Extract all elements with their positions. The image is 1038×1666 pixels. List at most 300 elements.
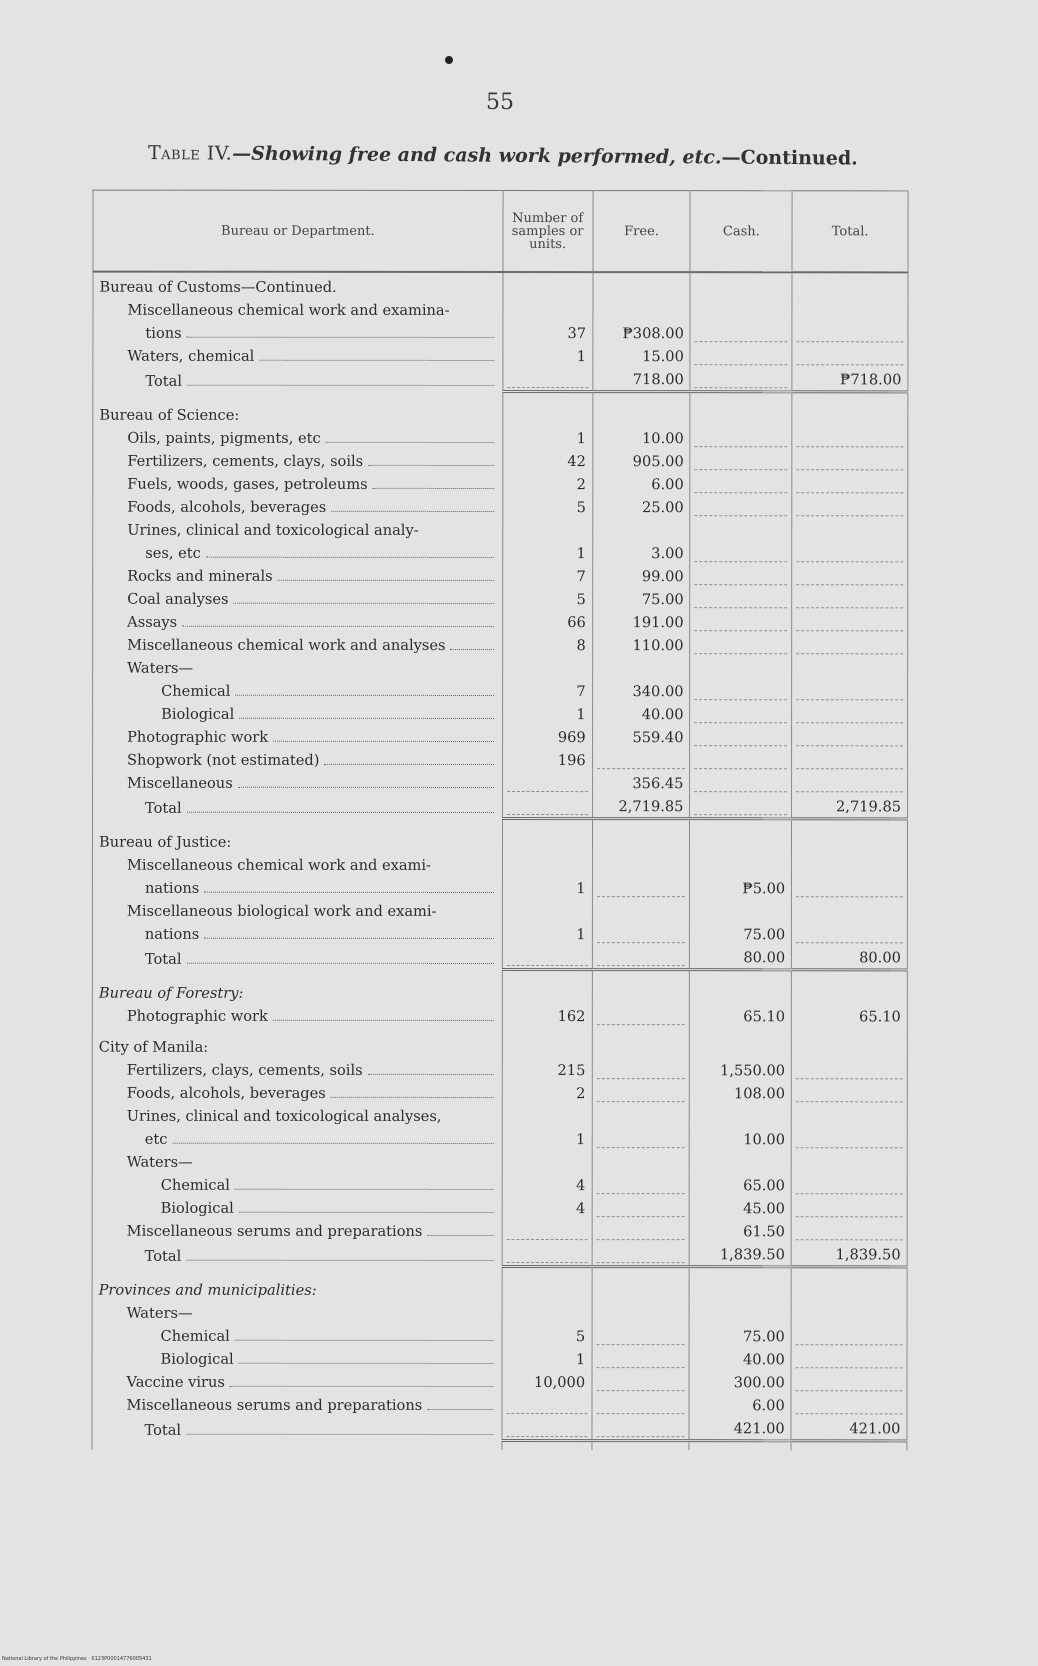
samples-value: 1 [576,706,586,724]
total-cell [792,401,908,424]
section-row [93,272,908,297]
samples-cell [502,1079,592,1102]
dot-leader [451,648,494,650]
samples-value: 5 [576,499,586,517]
row-label: Miscellaneous biological work and exami- [127,903,440,920]
cash-cell [690,723,792,746]
empty-dash [596,1231,685,1240]
empty-dash [507,806,588,815]
free-cell [592,1299,690,1322]
samples-value: 1 [576,880,586,898]
total-cell [792,585,908,608]
samples-cell [502,1102,592,1125]
samples-cell [503,401,593,424]
cash-cell [690,1148,792,1171]
row-label: Coal analyses [127,591,231,608]
cash-cell [690,585,792,608]
row-label-cell [92,1240,502,1267]
section-row [92,1033,907,1057]
row-label-cell [92,979,502,1002]
cash-value: 300.00 [733,1374,785,1392]
free-cell [592,1194,690,1217]
row-label: Biological [161,1200,237,1217]
empty-dash [797,484,904,493]
table-row [92,1368,907,1392]
samples-value: 1 [576,545,586,563]
empty-dash [796,1208,903,1217]
free-cell [592,1391,690,1414]
dot-leader [235,694,493,696]
dot-leader [206,556,494,558]
samples-cell [502,608,592,631]
samples-cell [502,1194,592,1217]
dot-leader [186,1258,493,1260]
total-value: 421.00 [849,1420,901,1438]
total-value: 65.10 [859,1008,901,1026]
total-row [92,1240,907,1267]
free-cell [592,1414,690,1441]
spacer-cell [690,392,792,402]
row-label: Waters— [127,1154,196,1171]
cash-cell [690,470,792,493]
row-label: Photographic work [127,729,271,746]
row-label-cell [92,1033,502,1056]
dot-leader [235,1339,493,1341]
total-cell [792,365,908,392]
total-cell [792,677,908,700]
free-value: 718.00 [632,371,684,389]
total-cell [792,792,908,819]
free-cell [592,943,690,970]
free-value: 75.00 [641,591,684,609]
samples-cell [502,1148,592,1171]
samples-cell [502,585,592,608]
row-label-cell [93,470,503,493]
section-row [92,979,907,1003]
row-label: nations [145,880,202,897]
table-row [93,700,908,724]
cash-cell [690,828,792,851]
total-cell [792,296,908,319]
empty-dash [695,737,788,746]
samples-value: 2 [576,1085,586,1103]
total-cell [791,1148,907,1171]
free-cell [593,272,691,296]
row-label-cell [92,897,502,920]
cash-cell [690,1002,792,1025]
row-label-cell [92,1102,502,1125]
cash-cell [690,1102,792,1125]
cash-cell [690,562,792,585]
samples-value: 4 [575,1177,586,1195]
row-label: Assays [127,614,180,631]
row-label-cell [93,585,503,608]
row-label-cell [92,1217,502,1240]
empty-dash [506,1231,587,1240]
cash-cell [690,493,792,516]
total-cell [792,470,908,493]
total-cell [792,516,908,539]
samples-value: 10,000 [534,1374,586,1392]
empty-dash [596,1185,685,1194]
empty-dash [507,957,588,966]
row-label: Urines, clinical and toxicological analy- [127,522,421,539]
empty-dash [694,783,787,792]
free-cell [592,1217,690,1240]
samples-value: 1 [576,348,587,366]
samples-cell [503,296,593,319]
row-label-cell [93,746,503,769]
cash-cell [690,746,792,769]
table-row [93,319,908,343]
row-label-cell [92,851,502,874]
row-label-cell [93,401,503,424]
total-cell [791,1345,907,1368]
cash-cell [690,608,792,631]
empty-dash [796,1336,903,1345]
table-row [93,296,908,320]
free-cell [592,769,690,792]
row-label: City of Manila: [99,1039,211,1056]
cash-cell [690,851,792,874]
free-value: 10.00 [641,430,684,448]
samples-cell [502,851,592,874]
row-label: Chemical [161,1328,233,1345]
total-value: 1,839.50 [835,1246,901,1264]
spacer-cell [92,1266,502,1276]
samples-cell [502,654,592,677]
free-value: 2,719.85 [618,798,684,816]
row-label-cell [92,828,502,851]
free-cell [592,979,690,1002]
row-label: Foods, alcohols, beverages [127,1085,329,1102]
table-row [92,897,907,921]
total-cell [792,342,908,365]
header-bureau: Bureau or Department. [93,190,503,272]
empty-dash [695,461,788,470]
dot-leader [324,763,493,765]
spacer-cell [690,819,792,829]
row-label-cell [92,1079,502,1102]
empty-dash [596,1405,685,1414]
samples-cell [502,562,592,585]
empty-dash [695,379,788,388]
free-value: 191.00 [632,614,684,632]
free-cell [592,1002,690,1025]
header-samples [503,191,593,273]
row-label-cell [93,631,503,654]
header-cash: Cash. [690,191,792,273]
row-label: Vaccine virus [127,1374,228,1391]
total-cell [791,1276,907,1299]
row-label-cell [93,493,503,516]
empty-dash [596,1359,685,1368]
cash-value: 65.10 [743,1008,786,1026]
samples-value: 1 [576,1131,586,1149]
samples-value: 7 [576,683,586,701]
samples-cell [502,516,592,539]
samples-cell [502,1299,592,1322]
free-cell [592,1125,690,1148]
row-label: nations [145,926,202,943]
table-row [93,631,908,655]
dot-leader [273,1019,494,1021]
total-cell [791,1102,907,1125]
spacer-cell [689,1441,791,1451]
samples-cell [502,769,592,792]
cash-cell [690,1056,792,1079]
row-label: Fertilizers, clays, cements, soils [127,1062,366,1079]
row-label-cell [93,562,503,585]
empty-dash [694,760,787,769]
free-cell [592,828,690,851]
total-row [93,365,908,392]
row-label-cell [92,1148,502,1171]
empty-dash [506,1428,587,1437]
header-free: Free. [593,191,691,273]
samples-cell [502,1391,592,1414]
samples-value: 1 [576,430,586,448]
empty-dash [596,1093,685,1102]
table-row [92,1056,907,1080]
table-row [93,769,908,793]
dot-leader [368,1073,494,1075]
spacer-cell [592,1267,690,1277]
empty-dash [695,438,788,447]
row-label-cell [93,700,503,723]
samples-cell [502,631,592,654]
empty-dash [796,1231,903,1240]
free-cell [592,365,690,392]
empty-dash [695,484,788,493]
empty-dash [797,333,904,342]
cash-cell [690,631,792,654]
dot-leader [326,441,494,443]
row-label: Foods, alcohols, beverages [127,499,329,516]
samples-cell [502,470,592,493]
spacer-cell [92,969,502,979]
table-row [93,585,908,609]
table-container [91,190,908,1481]
row-label: Total [145,950,185,967]
table-row [92,1171,907,1195]
samples-cell [503,319,593,342]
spacer-cell [502,819,592,829]
total-cell [792,319,908,342]
cash-value: 61.50 [743,1223,785,1241]
total-cell [792,654,908,677]
row-label: Rocks and minerals [127,568,275,585]
row-label-cell [93,677,503,700]
free-cell [592,792,690,819]
empty-dash [596,1016,685,1025]
free-cell [593,319,691,342]
free-cell [592,1345,690,1368]
cash-cell [690,1217,792,1240]
samples-value: 162 [557,1008,586,1026]
free-value: 25.00 [641,499,684,517]
row-label-cell [93,272,503,296]
spacer-cell [792,1025,908,1033]
samples-cell [502,1171,592,1194]
row-label: Miscellaneous chemical work and examina- [127,302,452,319]
cash-cell [689,1391,791,1414]
table-body [92,272,908,1451]
empty-dash [796,553,903,562]
table-row [92,1102,907,1126]
spacer-cell [690,970,792,980]
free-value: ₱308.00 [622,325,684,343]
samples-cell [502,677,592,700]
row-label: Biological [161,1351,237,1368]
free-value: 905.00 [632,453,684,471]
total-cell [792,539,908,562]
total-cell [792,631,908,654]
dot-leader [238,786,494,788]
cash-cell [690,365,792,392]
table-row [92,1079,907,1103]
cash-cell [690,700,792,723]
section-row [92,1276,907,1300]
cash-value: 421.00 [733,1420,785,1438]
free-cell [592,447,690,470]
row-label: Bureau of Forestry: [99,985,247,1002]
samples-value: 4 [575,1200,586,1218]
cash-value: 1,839.50 [719,1246,785,1264]
empty-dash [796,760,903,769]
table-title [148,142,868,170]
work-table [91,190,908,1451]
row-label-cell [92,1368,502,1391]
empty-dash [797,356,904,365]
total-cell [792,424,908,447]
samples-cell [502,1002,592,1025]
row-label-cell [92,1002,502,1025]
row-label-cell [93,296,503,319]
total-cell [791,1125,907,1148]
total-cell [792,1033,908,1056]
spacer-cell [690,1267,792,1277]
spacer-cell [503,392,593,402]
row-label-cell [92,1171,502,1194]
empty-dash [797,438,904,447]
spacer-cell [592,970,690,980]
samples-value: 215 [557,1062,586,1080]
total-value: 2,719.85 [836,798,902,816]
dot-leader [235,1188,493,1190]
row-label-cell [93,539,503,562]
table-row [92,1217,907,1241]
empty-dash [796,1359,903,1368]
row-label: Bureau of Science: [99,407,242,424]
row-label: Oils, paints, pigments, etc [127,430,323,447]
row-label: Waters— [127,660,196,677]
samples-value: 66 [567,614,586,632]
row-label: Miscellaneous chemical work and exami- [127,857,434,874]
samples-cell [502,874,592,897]
empty-dash [796,1185,903,1194]
table-row [93,493,908,517]
cash-cell [690,319,792,342]
empty-dash [695,507,788,516]
cash-cell [690,792,792,819]
empty-dash [596,957,685,966]
empty-dash [797,461,904,470]
table-row [93,562,908,586]
empty-dash [796,934,903,943]
row-label-cell [93,516,503,539]
table-row [93,677,908,701]
empty-dash [507,783,588,792]
cash-cell [690,874,792,897]
cash-value: 65.00 [743,1177,785,1195]
empty-dash [695,645,788,654]
free-cell [592,851,690,874]
empty-dash [596,1208,685,1217]
free-cell [592,1276,690,1299]
row-label: Chemical [161,683,233,700]
empty-dash [796,783,903,792]
spacer-cell [791,1441,907,1451]
free-cell [593,296,691,319]
total-cell [792,608,908,631]
spacer-cell [93,391,503,401]
cash-cell [690,1125,792,1148]
table-row [93,608,908,632]
table-row [92,1299,907,1323]
empty-dash [796,1093,903,1102]
samples-value: 5 [575,1328,586,1346]
total-cell [792,979,908,1002]
free-cell [592,1240,690,1267]
spacer-cell [592,1025,690,1033]
spacer-cell [502,1025,592,1033]
dot-leader [186,1432,493,1434]
dot-leader [368,464,494,466]
samples-value: 2 [576,476,586,494]
cash-cell [690,943,792,970]
row-label: Miscellaneous serums and preparations [127,1223,426,1240]
total-cell [791,1171,907,1194]
table-row [92,1322,907,1346]
samples-value: 5 [576,591,586,609]
empty-dash [596,1254,685,1263]
samples-cell [502,1276,592,1299]
row-label: Provinces and municipalities: [99,1282,320,1299]
total-value: ₱718.00 [840,371,902,389]
empty-dash [796,1382,903,1391]
dot-leader [172,1142,493,1144]
total-cell [792,828,908,851]
empty-dash [695,691,788,700]
empty-dash [796,737,903,746]
empty-dash [796,691,903,700]
row-label: Waters— [127,1305,196,1322]
samples-value: 196 [557,752,586,770]
free-value: 356.45 [632,775,684,793]
empty-dash [796,1139,903,1148]
row-label-cell [93,608,503,631]
cash-cell [689,1414,791,1441]
cash-cell [689,1322,791,1345]
row-label-cell [92,1345,502,1368]
table-row [93,516,908,540]
total-cell [792,447,908,470]
table-row [93,470,908,494]
cash-value: 75.00 [743,926,786,944]
samples-cell [502,1056,592,1079]
total-cell [792,746,908,769]
